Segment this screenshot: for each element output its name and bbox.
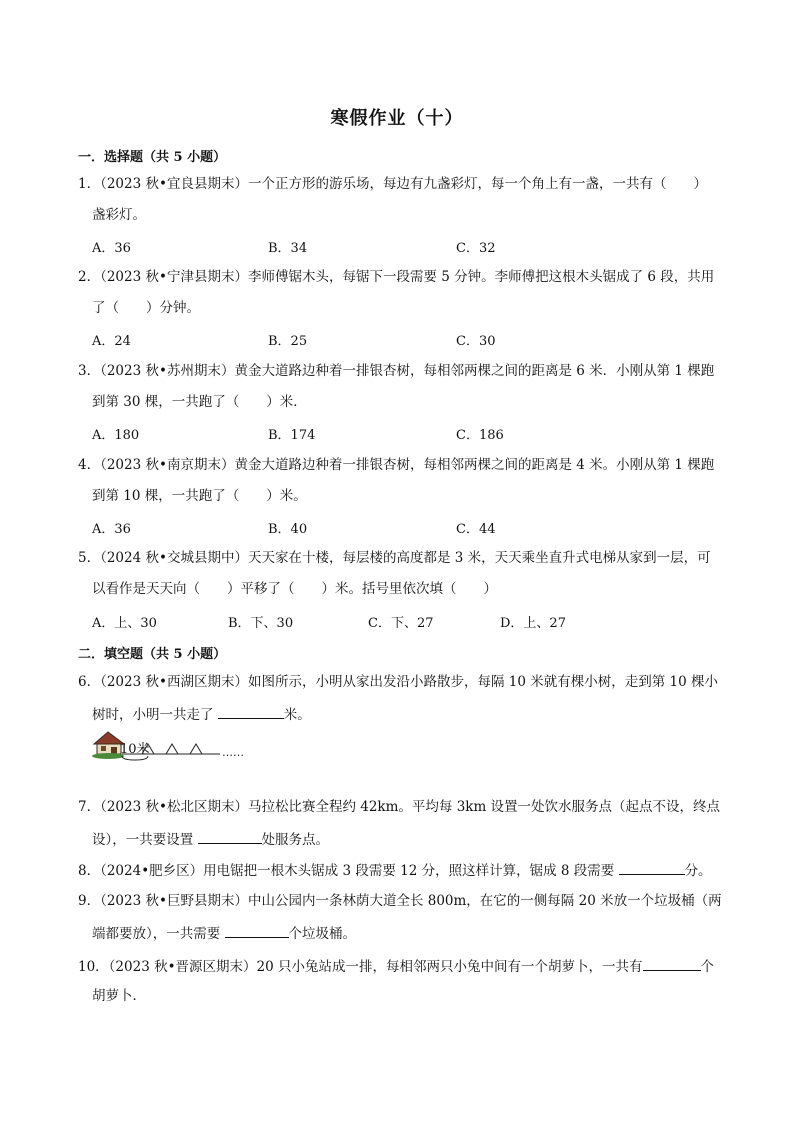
question-8-text-before-blank: 8．（2024•肥乡区）用电锯把一根木头锯成 3 段需要 12 分，照这样计算，锯成 8 段需要 bbox=[78, 863, 619, 879]
question-4-option-c[interactable]: C．44 bbox=[456, 522, 496, 537]
question-1-option-c[interactable]: C．32 bbox=[456, 241, 496, 256]
question-9-line-1: 9．（2023 秋•巨野县期末）中山公园内一条林荫大道全长 800m，在它的一侧每隔 20 米放一个垃圾桶（两 bbox=[78, 893, 722, 909]
question-3-option-b[interactable]: B．174 bbox=[268, 428, 316, 443]
question-8-text-after-blank: 分。 bbox=[684, 863, 712, 879]
question-1-option-a[interactable]: A．36 bbox=[92, 241, 131, 256]
section-heading-fill: 二．填空题（共 5 小题） bbox=[78, 647, 227, 662]
question-7-text-before-blank: 设），一共要设置 bbox=[92, 832, 198, 848]
question-6-figure bbox=[92, 730, 252, 762]
section-heading-choice: 一．选择题（共 5 小题） bbox=[78, 150, 227, 165]
figure-ellipsis: …… bbox=[222, 746, 244, 759]
question-7-line-1: 7．（2023 秋•松北区期末）马拉松比赛全程约 42km。平均每 3km 设置一处饮水服务点（起点不设，终点 bbox=[78, 799, 721, 815]
question-6-line-1: 6．（2023 秋•西湖区期末）如图所示，小明从家出发沿小路散步，每隔 10 米就有棵小树，走到第 10 棵小 bbox=[78, 674, 718, 690]
question-7-answer-blank[interactable] bbox=[198, 829, 262, 844]
question-4-line-1: 4．（2023 秋•南京期末）黄金大道路边种着一排银杏树，每相邻两棵之间的距离是 4 米。小刚从第 1 棵跑 bbox=[78, 457, 715, 473]
question-3-option-a[interactable]: A．180 bbox=[92, 428, 140, 443]
question-4-option-b[interactable]: B．40 bbox=[268, 522, 308, 537]
question-6-figure-label: 10米 bbox=[120, 742, 150, 757]
question-5-option-c[interactable]: C．下、27 bbox=[368, 616, 434, 631]
question-7-line-2 bbox=[92, 829, 329, 849]
question-5-option-a[interactable]: A．上、30 bbox=[92, 616, 157, 631]
question-6-text-after-blank: 米。 bbox=[283, 707, 311, 723]
question-10-line-1 bbox=[78, 956, 714, 976]
question-9-answer-blank[interactable] bbox=[225, 923, 289, 938]
question-7-text-after-blank: 处服务点。 bbox=[261, 832, 330, 848]
question-3-line-2: 到第 30 棵，一共跑了（ ）米． bbox=[92, 394, 307, 410]
question-3-line-1: 3．（2023 秋•苏州期末）黄金大道路边种着一排银杏树，每相邻两棵之间的距离是 6 米．小刚从第 1 棵跑 bbox=[78, 363, 715, 379]
question-4-option-a[interactable]: A．36 bbox=[92, 522, 131, 537]
tree-icon bbox=[190, 744, 202, 754]
question-5-option-b[interactable]: B．下、30 bbox=[228, 616, 294, 631]
question-2-option-b[interactable]: B．25 bbox=[268, 334, 308, 349]
question-2-line-1: 2．（2023 秋•宁津县期末）李师傅锯木头，每锯下一段需要 5 分钟。李师傅把这根木头锯成了 6 段，共用 bbox=[78, 269, 715, 285]
question-6-text-before-blank: 树时，小明一共走了 bbox=[92, 707, 218, 723]
question-10-text-after-blank: 个 bbox=[700, 959, 715, 975]
question-1-option-b[interactable]: B．34 bbox=[268, 241, 308, 256]
question-4-line-2: 到第 10 棵，一共跑了（ ）米。 bbox=[92, 488, 307, 504]
question-9-text-before-blank: 端都要放），一共需要 bbox=[92, 926, 225, 942]
question-10-answer-blank[interactable] bbox=[643, 956, 701, 971]
question-10-line-2: 胡萝卜． bbox=[92, 988, 146, 1004]
question-6-answer-blank[interactable] bbox=[218, 704, 284, 719]
page-title: 寒假作业（十） bbox=[330, 108, 464, 129]
question-10-text-before-blank: 10．（2023 秋•晋源区期末）20 只小兔站成一排，每相邻两只小兔中间有一个胡萝卜，一共有 bbox=[78, 959, 643, 975]
tree-icon bbox=[166, 744, 178, 754]
question-1-line-1: 1．（2023 秋•宜良县期末）一个正方形的游乐场，每边有九盏彩灯，每一个角上有一盏，一共有（ ） bbox=[78, 176, 707, 192]
question-8-answer-blank[interactable] bbox=[619, 860, 685, 875]
question-6-line-2 bbox=[92, 704, 311, 724]
question-9-line-2 bbox=[92, 923, 356, 943]
question-1-line-2: 盏彩灯。 bbox=[92, 207, 146, 223]
question-3-option-c[interactable]: C．186 bbox=[456, 428, 504, 443]
house-trees-diagram bbox=[92, 730, 252, 762]
question-5-line-2: 以看作是天天向（ ）平移了（ ）米。括号里依次填（ ） bbox=[92, 581, 497, 597]
question-9-text-after-blank: 个垃圾桶。 bbox=[288, 926, 357, 942]
question-5-option-d[interactable]: D．上、27 bbox=[500, 616, 566, 631]
question-5-line-1: 5．（2024 秋•交城县期中）天天家在十楼，每层楼的高度都是 3 米，天天乘坐直升式电梯从家到一层，可 bbox=[78, 550, 711, 566]
question-2-option-a[interactable]: A．24 bbox=[92, 334, 131, 349]
question-8-line-1 bbox=[78, 860, 712, 880]
question-2-option-c[interactable]: C．30 bbox=[456, 334, 496, 349]
question-2-line-2: 了（ ）分钟。 bbox=[92, 300, 200, 316]
